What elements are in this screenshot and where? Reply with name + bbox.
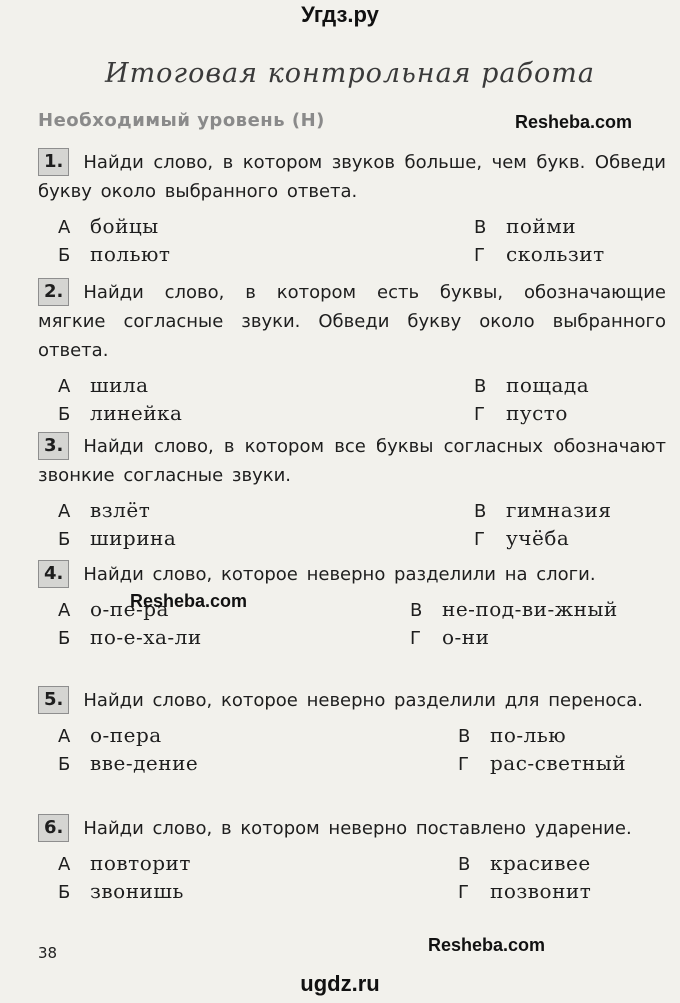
option-word: пусто [506,401,568,425]
option-word: о-пе-ра [90,597,169,621]
option-word: о-пера [90,723,162,747]
level-label: Необходимый уровень (Н) [38,110,325,131]
option-word: вве-дение [90,751,199,775]
answer-options [38,212,666,268]
answer-option-g[interactable] [474,524,569,552]
option-letter: Б [58,754,71,775]
task-question [38,814,666,843]
option-letter: А [58,854,71,875]
answer-options [38,371,666,427]
page-title: Итоговая контрольная работа [105,58,595,89]
answer-option-v[interactable] [474,371,589,399]
answer-option-v[interactable] [458,849,591,877]
task-number-badge: 2. [38,278,69,306]
answer-option-v[interactable] [458,721,566,749]
task-question [38,686,666,715]
option-word: ширина [90,526,177,550]
option-letter: В [474,501,487,522]
task-5 [38,686,666,777]
task-text: Найди слово, в котором звуков больше, чем букв. Обведи букву около выбранного ответа. [38,152,666,202]
option-letter: Б [58,404,71,425]
watermark: Resheba.com [130,591,248,611]
option-word: шила [90,373,149,397]
option-letter: А [58,217,71,238]
option-letter: Б [58,245,71,266]
answer-option-b[interactable] [58,623,202,651]
option-word: гимназия [506,498,612,522]
task-number-badge: 5. [38,686,69,714]
option-word: красивее [490,851,591,875]
answer-option-b[interactable] [58,240,170,268]
option-word: позвонит [490,879,592,903]
site-logo-top: Угдз.ру [301,2,379,27]
option-word: скользит [506,242,605,266]
answer-option-v[interactable] [474,496,611,524]
option-word: пойми [506,214,577,238]
option-word: звонишь [90,879,184,903]
answer-option-a[interactable] [58,496,150,524]
answer-option-g[interactable] [474,240,605,268]
task-text: Найди слово, которое неверно разделили для переноса. [83,690,644,711]
answer-options [38,496,666,552]
answer-option-g[interactable] [458,749,626,777]
task-6 [38,814,666,905]
task-2 [38,278,666,427]
option-word: не-под-ви-жный [442,597,618,621]
option-word: о-ни [442,625,490,649]
option-letter: Б [58,882,71,903]
answer-option-a[interactable] [58,721,162,749]
watermark: Resheba.com [428,935,546,955]
option-letter: А [58,726,71,747]
task-question [38,432,666,490]
option-word: польют [90,242,171,266]
option-letter: В [410,600,423,621]
option-letter: В [458,854,471,875]
task-number-badge: 6. [38,814,69,842]
page-number: 38 [38,944,58,962]
answer-option-g[interactable] [458,877,591,905]
task-3 [38,432,666,552]
answer-option-b[interactable] [58,399,182,427]
answer-option-g[interactable] [474,399,568,427]
option-letter: Б [58,529,71,550]
option-letter: А [58,501,71,522]
answer-option-b[interactable] [58,877,184,905]
task-question [38,278,666,365]
option-letter: Г [458,754,469,775]
answer-option-a[interactable] [58,849,191,877]
answer-option-a[interactable] [58,212,159,240]
answer-option-a[interactable] [58,371,149,399]
answer-options [38,721,666,777]
task-text: Найди слово, которое неверно разделили на слоги. [83,564,596,585]
option-word: рас-светный [490,751,627,775]
option-letter: А [58,600,71,621]
watermark: Resheba.com [515,112,633,132]
option-letter: Г [474,404,485,425]
answer-options [38,849,666,905]
option-letter: В [474,376,487,397]
task-text: Найди слово, в котором все буквы согласных обозначают звонкие согласные звуки. [38,436,666,486]
task-number-badge: 3. [38,432,69,460]
task-text: Найди слово, в котором есть буквы, обозначающие мягкие согласные звуки. Обведи букву около выбранного ответа. [38,282,666,361]
option-word: повторит [90,851,191,875]
option-word: по-е-ха-ли [90,625,202,649]
task-question [38,560,666,589]
option-letter: Г [474,245,485,266]
option-word: бойцы [90,214,159,238]
answer-option-b[interactable] [58,749,198,777]
answer-option-v[interactable] [410,595,618,623]
option-letter: Б [58,628,71,649]
task-number-badge: 1. [38,148,69,176]
option-word: пощада [506,373,590,397]
task-text: Найди слово, в котором неверно поставлено ударение. [83,818,632,839]
option-word: линейка [90,401,183,425]
option-word: учёба [506,526,570,550]
option-letter: Г [474,529,485,550]
answer-option-v[interactable] [474,212,576,240]
task-1 [38,148,666,268]
task-number-badge: 4. [38,560,69,588]
option-letter: В [458,726,471,747]
option-letter: В [474,217,487,238]
site-logo-bottom: ugdz.ru [300,971,380,996]
answer-option-g[interactable] [410,623,489,651]
option-letter: Г [458,882,469,903]
option-letter: Г [410,628,421,649]
option-letter: А [58,376,71,397]
task-question [38,148,666,206]
option-word: по-лью [490,723,567,747]
option-word: взлёт [90,498,151,522]
answer-option-b[interactable] [58,524,176,552]
